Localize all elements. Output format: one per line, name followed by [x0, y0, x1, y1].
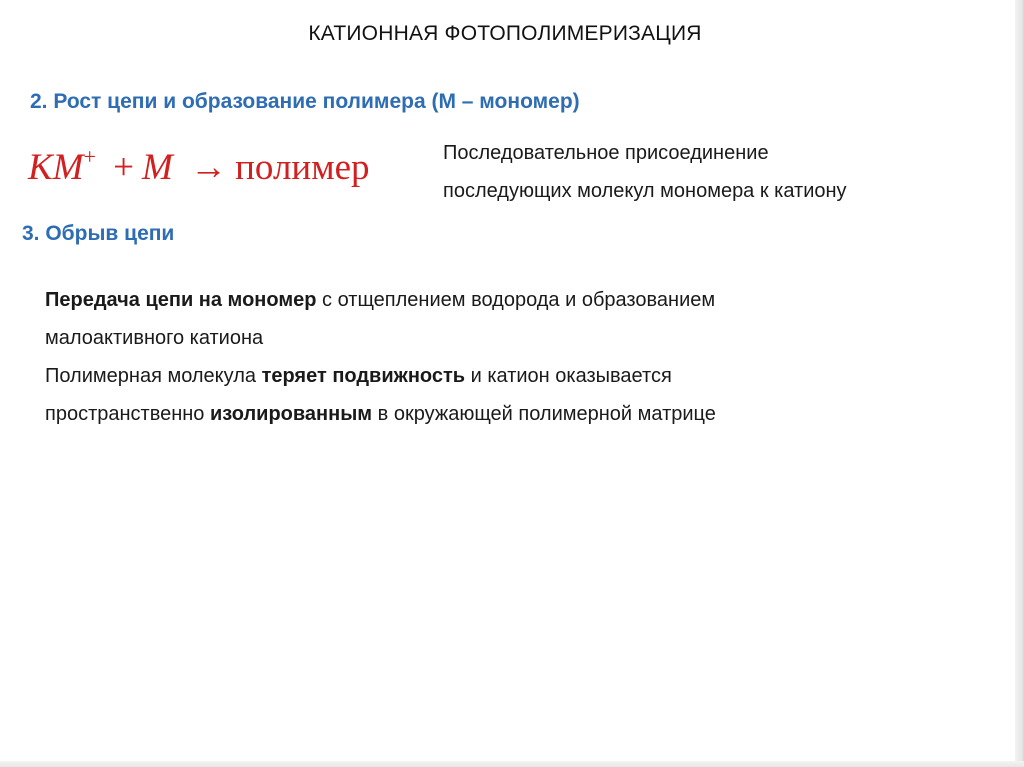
propagation-note — [443, 134, 1003, 210]
p2-bold-1: теряет подвижность — [261, 365, 466, 387]
reaction-formula — [28, 146, 370, 189]
formula-km: KM — [28, 147, 84, 188]
paragraph-1 — [45, 281, 975, 319]
formula-plus: + — [113, 147, 135, 188]
slide-frame-bottom — [0, 761, 1024, 767]
formula-arrow-icon: → — [190, 147, 228, 188]
p2-line2-start: пространственно — [45, 403, 210, 425]
note-line-1: Последовательное присоединение — [443, 142, 769, 164]
paragraph-2-line-2 — [45, 395, 975, 433]
p2-end: в окружающей полимерной матрице — [372, 403, 716, 425]
note-line-2: последующих молекул мономера к катиону — [443, 180, 847, 202]
p1-bold: Передача цепи на мономер — [45, 289, 317, 311]
paragraph-2 — [45, 357, 975, 395]
p2-mid: и катион оказывается — [465, 365, 672, 387]
slide-title: КАТИОННАЯ ФОТОПОЛИМЕРИЗАЦИЯ — [308, 22, 702, 45]
p1-rest: с отщеплением водорода и образованием — [316, 289, 716, 311]
p2-start: Полимерная молекула — [45, 365, 262, 387]
termination-text — [45, 281, 975, 433]
paragraph-1-line-2: малоактивного катиона — [45, 327, 264, 349]
p2-bold-2: изолированным — [209, 403, 373, 425]
formula-product: полимер — [235, 147, 370, 188]
section-2-heading: 2. Рост цепи и образование полимера (М – мономер) — [30, 90, 580, 113]
slide-frame-right — [1015, 0, 1023, 767]
section-3-heading: 3. Обрыв цепи — [22, 222, 175, 245]
formula-m: M — [142, 147, 173, 188]
formula-charge: + — [83, 144, 96, 169]
